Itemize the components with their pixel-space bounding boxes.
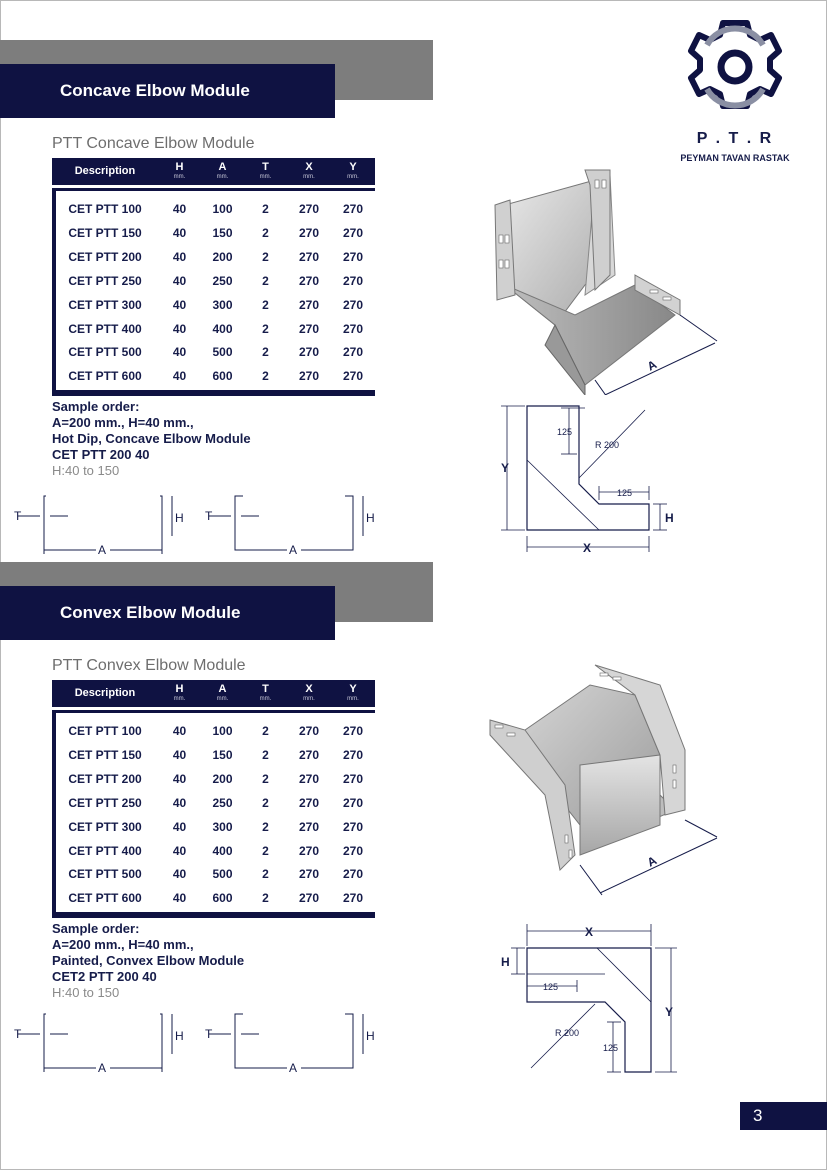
col-description: Description	[74, 687, 136, 699]
col-description: Description	[74, 165, 136, 177]
table-header-convex	[52, 680, 375, 707]
profile-diagram-right-convex	[203, 1008, 383, 1078]
cell-value: 270	[342, 747, 364, 762]
cell-value: 2	[262, 891, 269, 906]
cell-value: 40	[172, 747, 187, 762]
cell-value: 600	[212, 891, 233, 906]
col-y: Y mm.	[347, 161, 359, 180]
profile-t-label: T	[14, 1027, 22, 1041]
cell-value: 270	[298, 297, 320, 312]
cell-value: 40	[172, 771, 187, 786]
cell-value: 2	[262, 202, 269, 216]
dimension-a-label: A	[644, 853, 660, 870]
cell-value: 600	[212, 369, 233, 384]
cell-value: 2	[262, 747, 269, 762]
sample-note: H:40 to 150	[52, 463, 120, 478]
cell-value: 270	[342, 273, 364, 288]
cell-value: 270	[298, 273, 320, 288]
cell-value: 270	[342, 724, 364, 738]
dimension-125-vertical: 125	[603, 1043, 619, 1053]
table-row	[52, 364, 375, 388]
cell-description: CET PTT 100	[68, 202, 142, 216]
cell-value: 2	[262, 771, 269, 786]
table-row	[52, 791, 375, 815]
cell-description: CET PTT 500	[68, 345, 142, 360]
col-x: X mm.	[303, 161, 315, 180]
sample-line: A=200 mm., H=40 mm.,	[52, 937, 194, 952]
cell-value: 2	[262, 225, 269, 240]
profile-t-label: T	[205, 1027, 213, 1041]
table-header-concave	[52, 158, 375, 185]
col-x: X mm.	[303, 683, 315, 702]
cell-value: 400	[212, 843, 233, 858]
profile-t-label: T	[205, 509, 213, 523]
sample-heading: Sample order:	[52, 399, 140, 414]
cell-value: 2	[262, 795, 269, 810]
profile-diagram-left-convex	[12, 1008, 192, 1078]
table-row	[52, 743, 375, 767]
cell-description: CET PTT 600	[68, 369, 142, 384]
cell-value: 500	[212, 867, 233, 882]
cell-description: CET PTT 300	[68, 819, 142, 834]
cell-description: CET PTT 500	[68, 867, 142, 882]
cell-description: CET PTT 400	[68, 843, 142, 858]
table-row	[52, 221, 375, 245]
dimension-y-label: Y	[665, 1005, 674, 1019]
dimension-radius-label: R 200	[555, 1028, 580, 1038]
table-title-convex: PTT Convex Elbow Module	[52, 657, 246, 674]
cell-value: 270	[298, 225, 320, 240]
cell-value: 40	[172, 843, 187, 858]
convex-elbow-dimension-drawing	[495, 918, 685, 1078]
cell-value: 40	[172, 724, 187, 738]
cell-value: 270	[342, 771, 364, 786]
table-row	[52, 245, 375, 269]
profile-h-label: H	[175, 1029, 184, 1043]
cell-value: 40	[172, 369, 187, 384]
cell-value: 2	[262, 843, 269, 858]
cell-value: 270	[298, 345, 320, 360]
profile-h-label: H	[366, 511, 375, 525]
table-row	[52, 815, 375, 839]
cell-value: 40	[172, 225, 187, 240]
col-y: Y mm.	[347, 683, 359, 702]
cell-value: 270	[298, 202, 320, 216]
table-body-convex	[52, 710, 375, 918]
cell-description: CET PTT 600	[68, 891, 142, 906]
col-a: A mm.	[216, 161, 229, 180]
cell-value: 250	[212, 273, 233, 288]
cell-value: 40	[172, 819, 187, 834]
sample-line: CET2 PTT 200 40	[52, 969, 157, 984]
convex-elbow-3d-image	[485, 655, 725, 900]
dimension-radius-label: R 200	[595, 440, 620, 450]
dimension-125-horizontal: 125	[617, 488, 633, 498]
cell-value: 270	[298, 747, 320, 762]
cell-description: CET PTT 250	[68, 273, 142, 288]
table-row	[52, 719, 375, 743]
cell-value: 270	[342, 867, 364, 882]
cell-value: 270	[342, 369, 364, 384]
cell-value: 270	[298, 771, 320, 786]
table-row	[52, 767, 375, 791]
cell-value: 40	[172, 867, 187, 882]
section-title-concave: Concave Elbow Module	[0, 64, 335, 118]
cell-value: 40	[172, 795, 187, 810]
dimension-x-label: X	[583, 541, 592, 555]
sample-note: H:40 to 150	[52, 985, 120, 1000]
cell-value: 270	[342, 891, 364, 906]
table-row	[52, 862, 375, 886]
cell-value: 270	[298, 867, 320, 882]
cell-value: 500	[212, 345, 233, 360]
concave-elbow-dimension-drawing	[495, 400, 685, 560]
cell-value: 150	[212, 225, 233, 240]
sample-heading: Sample order:	[52, 921, 140, 936]
profile-a-label: A	[289, 1061, 298, 1075]
cell-description: CET PTT 150	[68, 747, 142, 762]
table-row	[52, 886, 375, 910]
cell-description: CET PTT 100	[68, 724, 142, 738]
cell-value: 300	[212, 297, 233, 312]
page-number: 3	[740, 1102, 827, 1130]
sample-order-concave	[52, 399, 251, 479]
cell-value: 40	[172, 891, 187, 906]
cell-value: 2	[262, 819, 269, 834]
profile-t-label: T	[14, 509, 22, 523]
cell-value: 2	[262, 249, 269, 264]
cell-value: 270	[298, 795, 320, 810]
dimension-h-label: H	[665, 511, 674, 525]
profile-diagram-left-concave	[12, 490, 192, 560]
cell-description: CET PTT 250	[68, 795, 142, 810]
cell-description: CET PTT 400	[68, 321, 142, 336]
profile-h-label: H	[366, 1029, 375, 1043]
ptr-gear-logo-icon	[683, 17, 787, 113]
profile-a-label: A	[289, 543, 298, 557]
cell-value: 270	[342, 297, 364, 312]
sample-line: Painted, Convex Elbow Module	[52, 953, 245, 968]
brand-name: PEYMAN TAVAN RASTAK	[680, 153, 790, 163]
dimension-x-label: X	[585, 925, 594, 939]
cell-value: 40	[172, 249, 187, 264]
col-t: T mm.	[259, 161, 272, 180]
sample-line: A=200 mm., H=40 mm.,	[52, 415, 194, 430]
cell-value: 270	[342, 819, 364, 834]
cell-description: CET PTT 150	[68, 225, 142, 240]
brand-letters: P . T . R	[696, 130, 774, 147]
cell-value: 150	[212, 747, 233, 762]
sample-line: CET PTT 200 40	[52, 447, 150, 462]
cell-value: 270	[298, 819, 320, 834]
table-body-concave	[52, 188, 375, 396]
cell-value: 2	[262, 297, 269, 312]
dimension-125-vertical: 125	[557, 427, 573, 437]
cell-value: 270	[298, 843, 320, 858]
profile-a-label: A	[98, 543, 107, 557]
cell-value: 270	[298, 724, 320, 738]
cell-value: 270	[298, 891, 320, 906]
cell-description: CET PTT 300	[68, 297, 142, 312]
cell-description: CET PTT 200	[68, 771, 142, 786]
cell-value: 270	[342, 202, 364, 216]
cell-value: 2	[262, 369, 269, 384]
table-title-concave: PTT Concave Elbow Module	[52, 135, 255, 152]
concave-elbow-3d-image	[485, 165, 725, 395]
cell-value: 2	[262, 345, 269, 360]
cell-value: 40	[172, 202, 187, 216]
table-row	[52, 317, 375, 341]
section-title-convex: Convex Elbow Module	[0, 586, 335, 640]
dimension-y-label: Y	[501, 461, 510, 475]
cell-value: 270	[298, 321, 320, 336]
cell-value: 40	[172, 273, 187, 288]
col-t: T mm.	[259, 683, 272, 702]
col-h: H mm.	[173, 683, 186, 702]
sample-order-convex	[52, 921, 244, 1001]
cell-value: 270	[342, 795, 364, 810]
table-row	[52, 293, 375, 317]
profile-h-label: H	[175, 511, 184, 525]
cell-value: 40	[172, 321, 187, 336]
cell-value: 270	[298, 369, 320, 384]
cell-value: 100	[212, 724, 233, 738]
dimension-125-horizontal: 125	[543, 982, 559, 992]
col-a: A mm.	[216, 683, 229, 702]
cell-value: 40	[172, 345, 187, 360]
cell-description: CET PTT 200	[68, 249, 142, 264]
table-row	[52, 269, 375, 293]
cell-value: 2	[262, 321, 269, 336]
cell-value: 270	[342, 345, 364, 360]
cell-value: 40	[172, 297, 187, 312]
cell-value: 400	[212, 321, 233, 336]
sample-line: Hot Dip, Concave Elbow Module	[52, 431, 251, 446]
col-h: H mm.	[173, 161, 186, 180]
cell-value: 200	[212, 249, 233, 264]
cell-value: 2	[262, 867, 269, 882]
cell-value: 270	[298, 249, 320, 264]
profile-a-label: A	[98, 1061, 107, 1075]
table-row	[52, 197, 375, 221]
dimension-a-label: A	[644, 357, 660, 374]
cell-value: 100	[212, 202, 233, 216]
cell-value: 2	[262, 273, 269, 288]
cell-value: 270	[342, 843, 364, 858]
cell-value: 270	[342, 321, 364, 336]
dimension-h-label: H	[501, 955, 510, 969]
cell-value: 250	[212, 795, 233, 810]
profile-diagram-right-concave	[203, 490, 383, 560]
table-row	[52, 839, 375, 863]
cell-value: 2	[262, 724, 269, 738]
cell-value: 200	[212, 771, 233, 786]
cell-value: 270	[342, 249, 364, 264]
cell-value: 270	[342, 225, 364, 240]
cell-value: 300	[212, 819, 233, 834]
table-row	[52, 340, 375, 364]
